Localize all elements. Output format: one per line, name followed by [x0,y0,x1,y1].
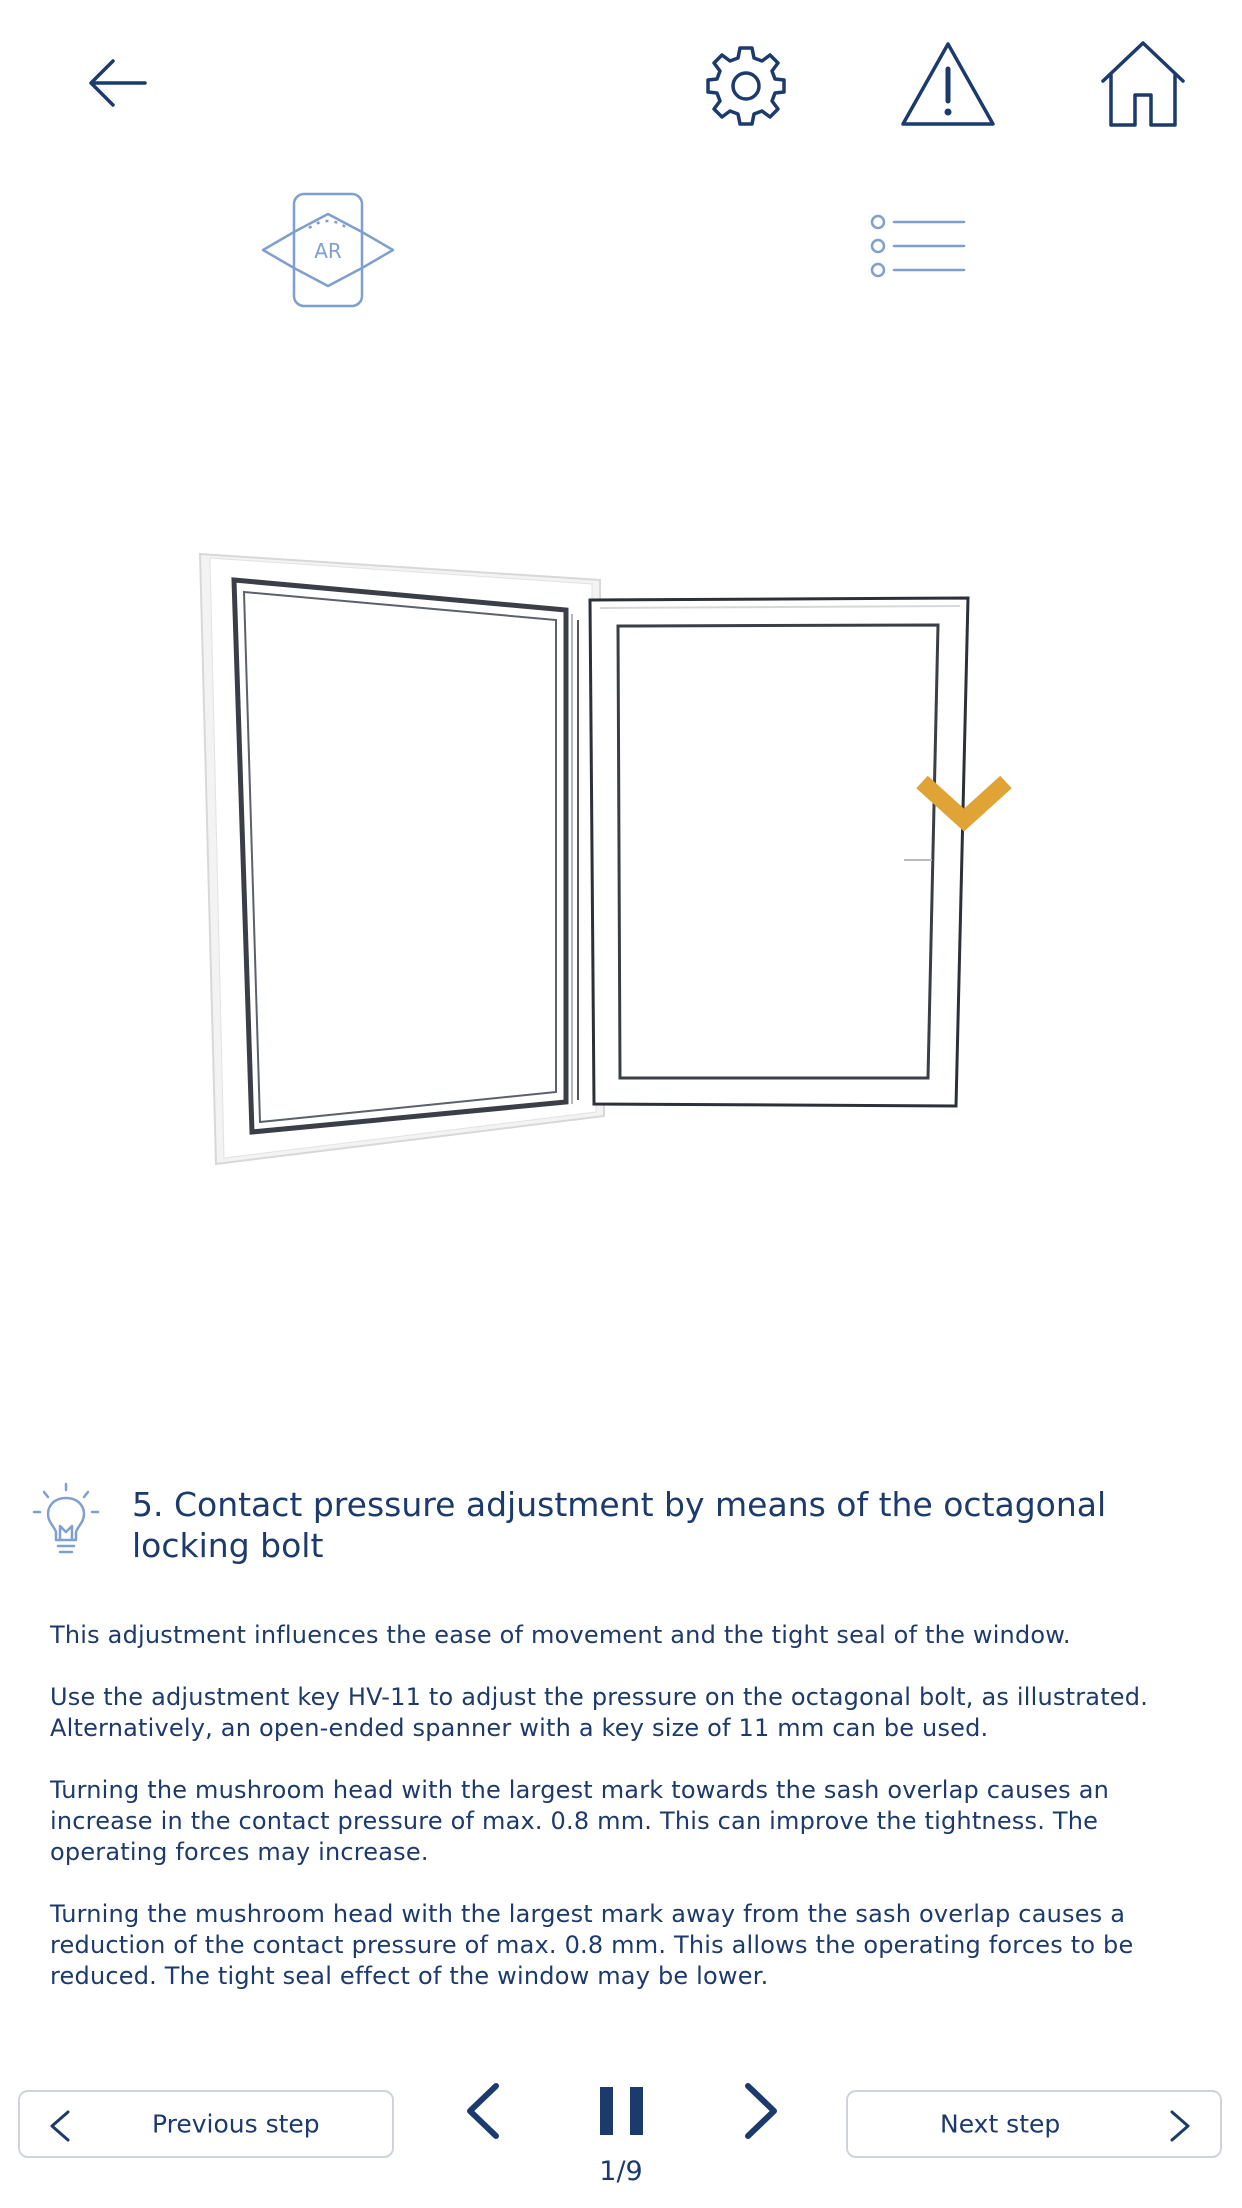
previous-step-button[interactable] [18,2090,394,2158]
model-viewer[interactable] [0,330,1242,1430]
chevron-left-icon [462,2082,502,2140]
next-step-button[interactable] [846,2090,1222,2158]
back-button[interactable] [76,48,156,118]
chevron-left-icon [48,2110,72,2142]
paragraph-4: Turning the mushroom head with the largest mark away from the sash overlap causes a reduction of the contact pressure of max. 0.8 mm. This allows the operating forces to be reduced. The tight seal effect of the window may be lower. [50,1900,1134,1990]
settings-button[interactable] [700,40,792,132]
ar-label: AR [314,239,342,263]
pause-icon [598,2085,646,2137]
next-button[interactable] [732,2080,792,2142]
next-step-label: Next step [940,2109,1061,2139]
home-button[interactable] [1098,36,1188,132]
warning-button[interactable] [896,36,1000,132]
chevron-right-icon [1168,2110,1192,2142]
step-title: 5. Contact pressure adjustment by means of the octagonal locking bolt [132,1485,1107,1565]
paragraph-1: This adjustment influences the ease of movement and the tight seal of the window. [50,1621,1071,1649]
ar-phone-icon [259,190,397,310]
warning-triangle-icon [898,39,998,129]
opened-sash [200,554,604,1164]
page-counter: 1/9 [599,2156,643,2187]
previous-step-label: Previous step [152,2109,320,2139]
chevron-right-icon [742,2082,782,2140]
window-frame [590,598,968,1106]
arrow-left-icon [83,55,149,111]
paragraph-3: Turning the mushroom head with the largest mark towards the sash overlap causes an increase in the contact pressure of max. 0.8 mm. This can improve the tightness. The operating forces may increase. [50,1776,1110,1866]
previous-button[interactable] [452,2080,512,2142]
home-icon [1099,39,1187,129]
lightbulb-icon [30,1480,102,1560]
paragraph-2: Use the adjustment key HV-11 to adjust the pressure on the octagonal bolt, as illustrated. Alternatively, an open-ended spanner with a key size of 11 mm can be used. [50,1683,1149,1742]
step-description [50,1620,1200,2023]
list-button[interactable] [866,208,970,284]
gear-icon [702,42,790,130]
pause-button[interactable] [592,2080,652,2142]
list-icon [868,210,968,282]
ar-button[interactable] [258,188,398,312]
tip-indicator [30,1480,102,1560]
window-3d-model [0,330,1242,1430]
